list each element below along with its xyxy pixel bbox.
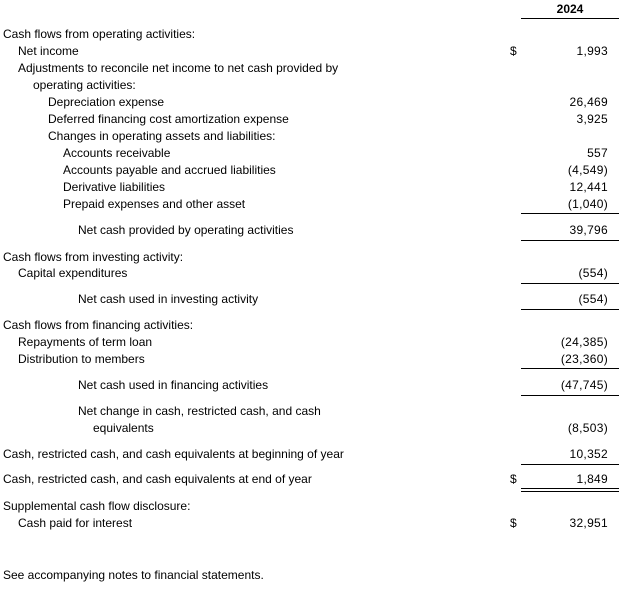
- ending-cash-dollar: $: [510, 472, 517, 486]
- financing-total-rule: [521, 395, 619, 396]
- capex-label: Capital expenditures: [18, 266, 128, 280]
- prepaid-expenses-row: [0, 197, 620, 212]
- net-change-row-1: [0, 404, 620, 419]
- distribution-row: [0, 352, 620, 367]
- net-change-label-2: equivalents: [93, 421, 154, 435]
- deferred-financing-value: 3,925: [576, 112, 608, 126]
- depreciation-value: 26,469: [569, 95, 608, 109]
- investing-total-rule: [521, 309, 619, 310]
- net-income-label: Net income: [18, 44, 79, 58]
- changes-row: [0, 129, 620, 144]
- net-income-dollar: $: [510, 44, 517, 58]
- financing-subtotal-rule: [521, 368, 619, 369]
- repayments-value: (24,385): [560, 335, 608, 349]
- beginning-cash-rule: [521, 464, 619, 465]
- investing-subtotal-rule: [521, 283, 619, 284]
- accounts-payable-label: Accounts payable and accrued liabilities: [63, 163, 276, 177]
- financing-total-row: [0, 378, 620, 393]
- ending-cash-value: 1,849: [576, 472, 608, 486]
- operating-heading-row: [0, 27, 620, 42]
- interest-paid-row: [0, 516, 620, 531]
- operating-total-value: 39,796: [569, 223, 608, 237]
- ending-cash-row: [0, 472, 620, 487]
- derivative-liabilities-label: Derivative liabilities: [63, 180, 166, 194]
- accounts-receivable-value: 557: [587, 146, 608, 160]
- interest-paid-dollar: $: [510, 516, 517, 530]
- adjustments-row-1: [0, 61, 620, 76]
- prepaid-expenses-label: Prepaid expenses and other asset: [63, 197, 246, 211]
- net-change-value: (8,503): [567, 421, 608, 435]
- financing-heading-row: [0, 318, 620, 333]
- depreciation-row: [0, 95, 620, 110]
- accounts-payable-value: (4,549): [567, 163, 608, 177]
- net-income-row: [0, 44, 620, 59]
- repayments-label: Repayments of term loan: [18, 335, 153, 349]
- investing-heading-row: [0, 250, 620, 265]
- year-column-header: 2024: [521, 2, 619, 19]
- accounts-receivable-label: Accounts receivable: [63, 146, 171, 160]
- supplemental-heading: Supplemental cash flow disclosure:: [3, 499, 191, 513]
- financing-heading: Cash flows from financing activities:: [3, 318, 194, 332]
- ending-cash-label: Cash, restricted cash, and cash equivalents at end of year: [3, 472, 312, 486]
- net-income-value: 1,993: [576, 44, 608, 58]
- beginning-cash-label: Cash, restricted cash, and cash equivalents at beginning of year: [3, 447, 344, 461]
- investing-total-label: Net cash used in investing activity: [78, 292, 259, 306]
- operating-total-row: [0, 223, 620, 238]
- distribution-label: Distribution to members: [18, 352, 145, 366]
- operating-heading: Cash flows from operating activities:: [3, 27, 196, 41]
- derivative-liabilities-row: [0, 180, 620, 195]
- depreciation-label: Depreciation expense: [48, 95, 165, 109]
- deferred-financing-label: Deferred financing cost amortization expense: [48, 112, 289, 126]
- adjustments-label-1: Adjustments to reconcile net income to net cash provided by: [18, 61, 339, 75]
- distribution-value: (23,360): [560, 352, 608, 366]
- interest-paid-value: 32,951: [569, 516, 608, 530]
- supplemental-heading-row: [0, 499, 620, 514]
- capex-value: (554): [578, 266, 608, 280]
- adjustments-label-2: operating activities:: [33, 78, 136, 92]
- financing-total-value: (47,745): [560, 378, 608, 392]
- investing-total-row: [0, 292, 620, 307]
- accounts-receivable-row: [0, 146, 620, 161]
- prepaid-expenses-value: (1,040): [567, 197, 608, 211]
- beginning-cash-value: 10,352: [569, 447, 608, 461]
- operating-subtotal-rule: [521, 213, 619, 214]
- investing-total-value: (554): [578, 292, 608, 306]
- financing-total-label: Net cash used in financing activities: [78, 378, 269, 392]
- footer-note: See accompanying notes to financial statements.: [3, 568, 264, 582]
- ending-cash-double-rule: [521, 488, 619, 492]
- interest-paid-label: Cash paid for interest: [18, 516, 133, 530]
- net-change-row-2: [0, 421, 620, 436]
- capex-row: [0, 266, 620, 281]
- deferred-financing-row: [0, 112, 620, 127]
- beginning-cash-row: [0, 447, 620, 462]
- operating-total-label: Net cash provided by operating activities: [78, 223, 294, 237]
- investing-heading: Cash flows from investing activity:: [3, 250, 184, 264]
- accounts-payable-row: [0, 163, 620, 178]
- adjustments-row-2: [0, 78, 620, 93]
- repayments-row: [0, 335, 620, 350]
- net-change-label-1: Net change in cash, restricted cash, and cash: [78, 404, 321, 418]
- changes-label: Changes in operating assets and liabilities:: [48, 129, 276, 143]
- operating-total-rule: [521, 240, 619, 241]
- derivative-liabilities-value: 12,441: [569, 180, 608, 194]
